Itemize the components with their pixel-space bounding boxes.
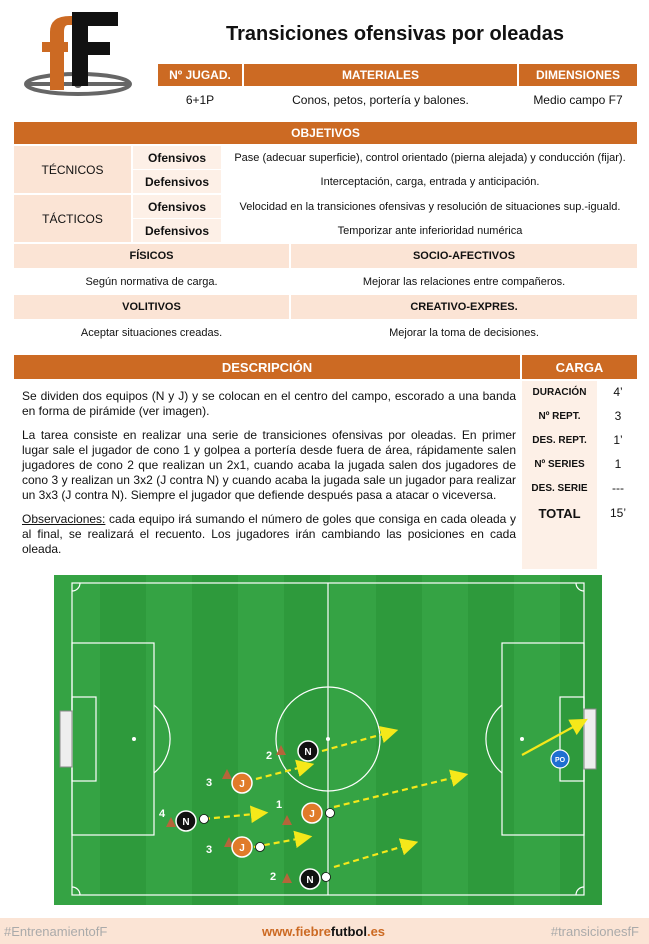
diagram-overlay <box>54 575 602 905</box>
load-total-value: 15’ <box>609 506 626 520</box>
player-j: J <box>239 779 245 790</box>
load-value: 4’ <box>613 385 623 399</box>
player-n: N <box>304 747 312 758</box>
ball-icon <box>326 809 335 818</box>
player-j: J <box>239 843 245 854</box>
player-n: N <box>182 817 190 828</box>
ball-icon <box>200 815 209 824</box>
footer-website-suffix: .es <box>366 924 386 939</box>
objectives-header: OBJETIVOS <box>14 122 637 144</box>
info-value-dimensions: Medio campo F7 <box>533 93 623 107</box>
observations-label: Observaciones: <box>22 512 106 526</box>
load-value: 1’ <box>613 433 623 447</box>
creativo-text: Mejorar la toma de decisiones. <box>389 327 539 339</box>
description-p2: La tarea consiste en realizar una serie de transiciones ofensivas por oleadas. En primer lugar sale el jugador de cono 1 y golpea a portería desde fuera de área, rápidamente salen jugadores de cono 2 que realizan un 2x1, cuando acaba la jugada salen dos jugadores de cono 3 y realizan un 3x2 (J contra N) y cuando acaba la jugada sale un jugador para realizar un 3x3 (J contra N). Siempre el jugador que defiende después pasa a atacar o viceversa. <box>22 428 516 502</box>
cone-label: 4 <box>159 808 166 820</box>
footer-hashtag-left: #EntrenamientofF <box>4 924 108 939</box>
tacticos-label: TÁCTICOS <box>14 195 131 242</box>
fisicos-text: Según normativa de carga. <box>85 276 218 288</box>
tecnicos-label: TÉCNICOS <box>14 146 131 193</box>
load-value: 1 <box>614 457 622 471</box>
load-label: DURACIÓN <box>532 386 587 398</box>
load-total-label: TOTAL <box>538 505 581 521</box>
cone-label: 2 <box>270 871 277 883</box>
description-header: DESCRIPCIÓN <box>14 355 520 379</box>
description-body <box>22 389 516 569</box>
footer-website[interactable] <box>262 924 385 939</box>
cone-label: 2 <box>266 750 273 762</box>
observations-text: cada equipo irá sumando el número de goles que consiga en cada oleada y al final, se realizará el recuento. Los jugadores irán cambiando las posiciones en cada oleada. <box>22 512 516 556</box>
objective-text: Temporizar ante inferioridad numérica <box>337 224 523 237</box>
load-label: DES. REPT. <box>532 434 587 446</box>
info-header-players: Nº JUGAD. <box>158 64 242 86</box>
goalkeeper-label: PO <box>554 757 566 764</box>
player-n: N <box>306 875 314 886</box>
volitivos-label: VOLITIVOS <box>14 295 289 319</box>
logo <box>20 12 140 100</box>
objective-text: Velocidad en la transiciones ofensivas y resolución de situaciones sup.-iguald. <box>239 200 621 213</box>
objective-type: Ofensivos <box>133 195 221 218</box>
socio-label: SOCIO-AFECTIVOS <box>291 244 637 268</box>
cone-label: 1 <box>276 799 283 811</box>
load-value: 3 <box>614 409 622 423</box>
shot-arrow <box>522 721 584 755</box>
objective-type: Defensivos <box>133 170 221 193</box>
objective-text: Interceptación, carga, entrada y anticipación. <box>320 175 540 188</box>
footer-website-bold: futbol <box>330 924 367 939</box>
fisicos-label: FÍSICOS <box>14 244 289 268</box>
cone-label: 3 <box>206 777 213 789</box>
info-value-materials: Conos, petos, portería y balones. <box>292 93 469 107</box>
load-header: CARGA <box>522 355 637 379</box>
load-label: Nº REPT. <box>538 410 581 422</box>
load-label: DES. SERIE <box>531 482 588 494</box>
page-title: Transiciones ofensivas por oleadas <box>226 22 564 45</box>
ball-icon <box>322 873 331 882</box>
goalkeeper <box>551 750 569 768</box>
footer-website-prefix: www.fiebre <box>262 924 331 939</box>
creativo-label: CREATIVO-EXPRES. <box>291 295 637 319</box>
description-p1: Se dividen dos equipos (N y J) y se colocan en el centro del campo, escorado a una banda en forma de pirámide (ver imagen). <box>22 389 516 418</box>
load-label: Nº SERIES <box>534 458 585 470</box>
objective-type: Defensivos <box>133 219 221 242</box>
cone-label: 3 <box>206 844 213 856</box>
load-value: --- <box>612 481 624 495</box>
socio-text: Mejorar las relaciones entre compañeros. <box>362 276 566 288</box>
description-observations <box>22 512 516 557</box>
player-j: J <box>309 809 315 820</box>
info-header-dimensions: DIMENSIONES <box>519 64 637 86</box>
objective-type: Ofensivos <box>133 146 221 169</box>
objective-text: Pase (adecuar superficie), control orientado (pierna alejada) y conducción (fijar). <box>234 151 626 164</box>
footer-hashtag-right: #transicionesfF <box>550 924 639 939</box>
volitivos-text: Aceptar situaciones creadas. <box>80 327 223 339</box>
info-value-players: 6+1P <box>185 93 215 107</box>
ball-icon <box>256 843 265 852</box>
info-header-materials: MATERIALES <box>244 64 517 86</box>
